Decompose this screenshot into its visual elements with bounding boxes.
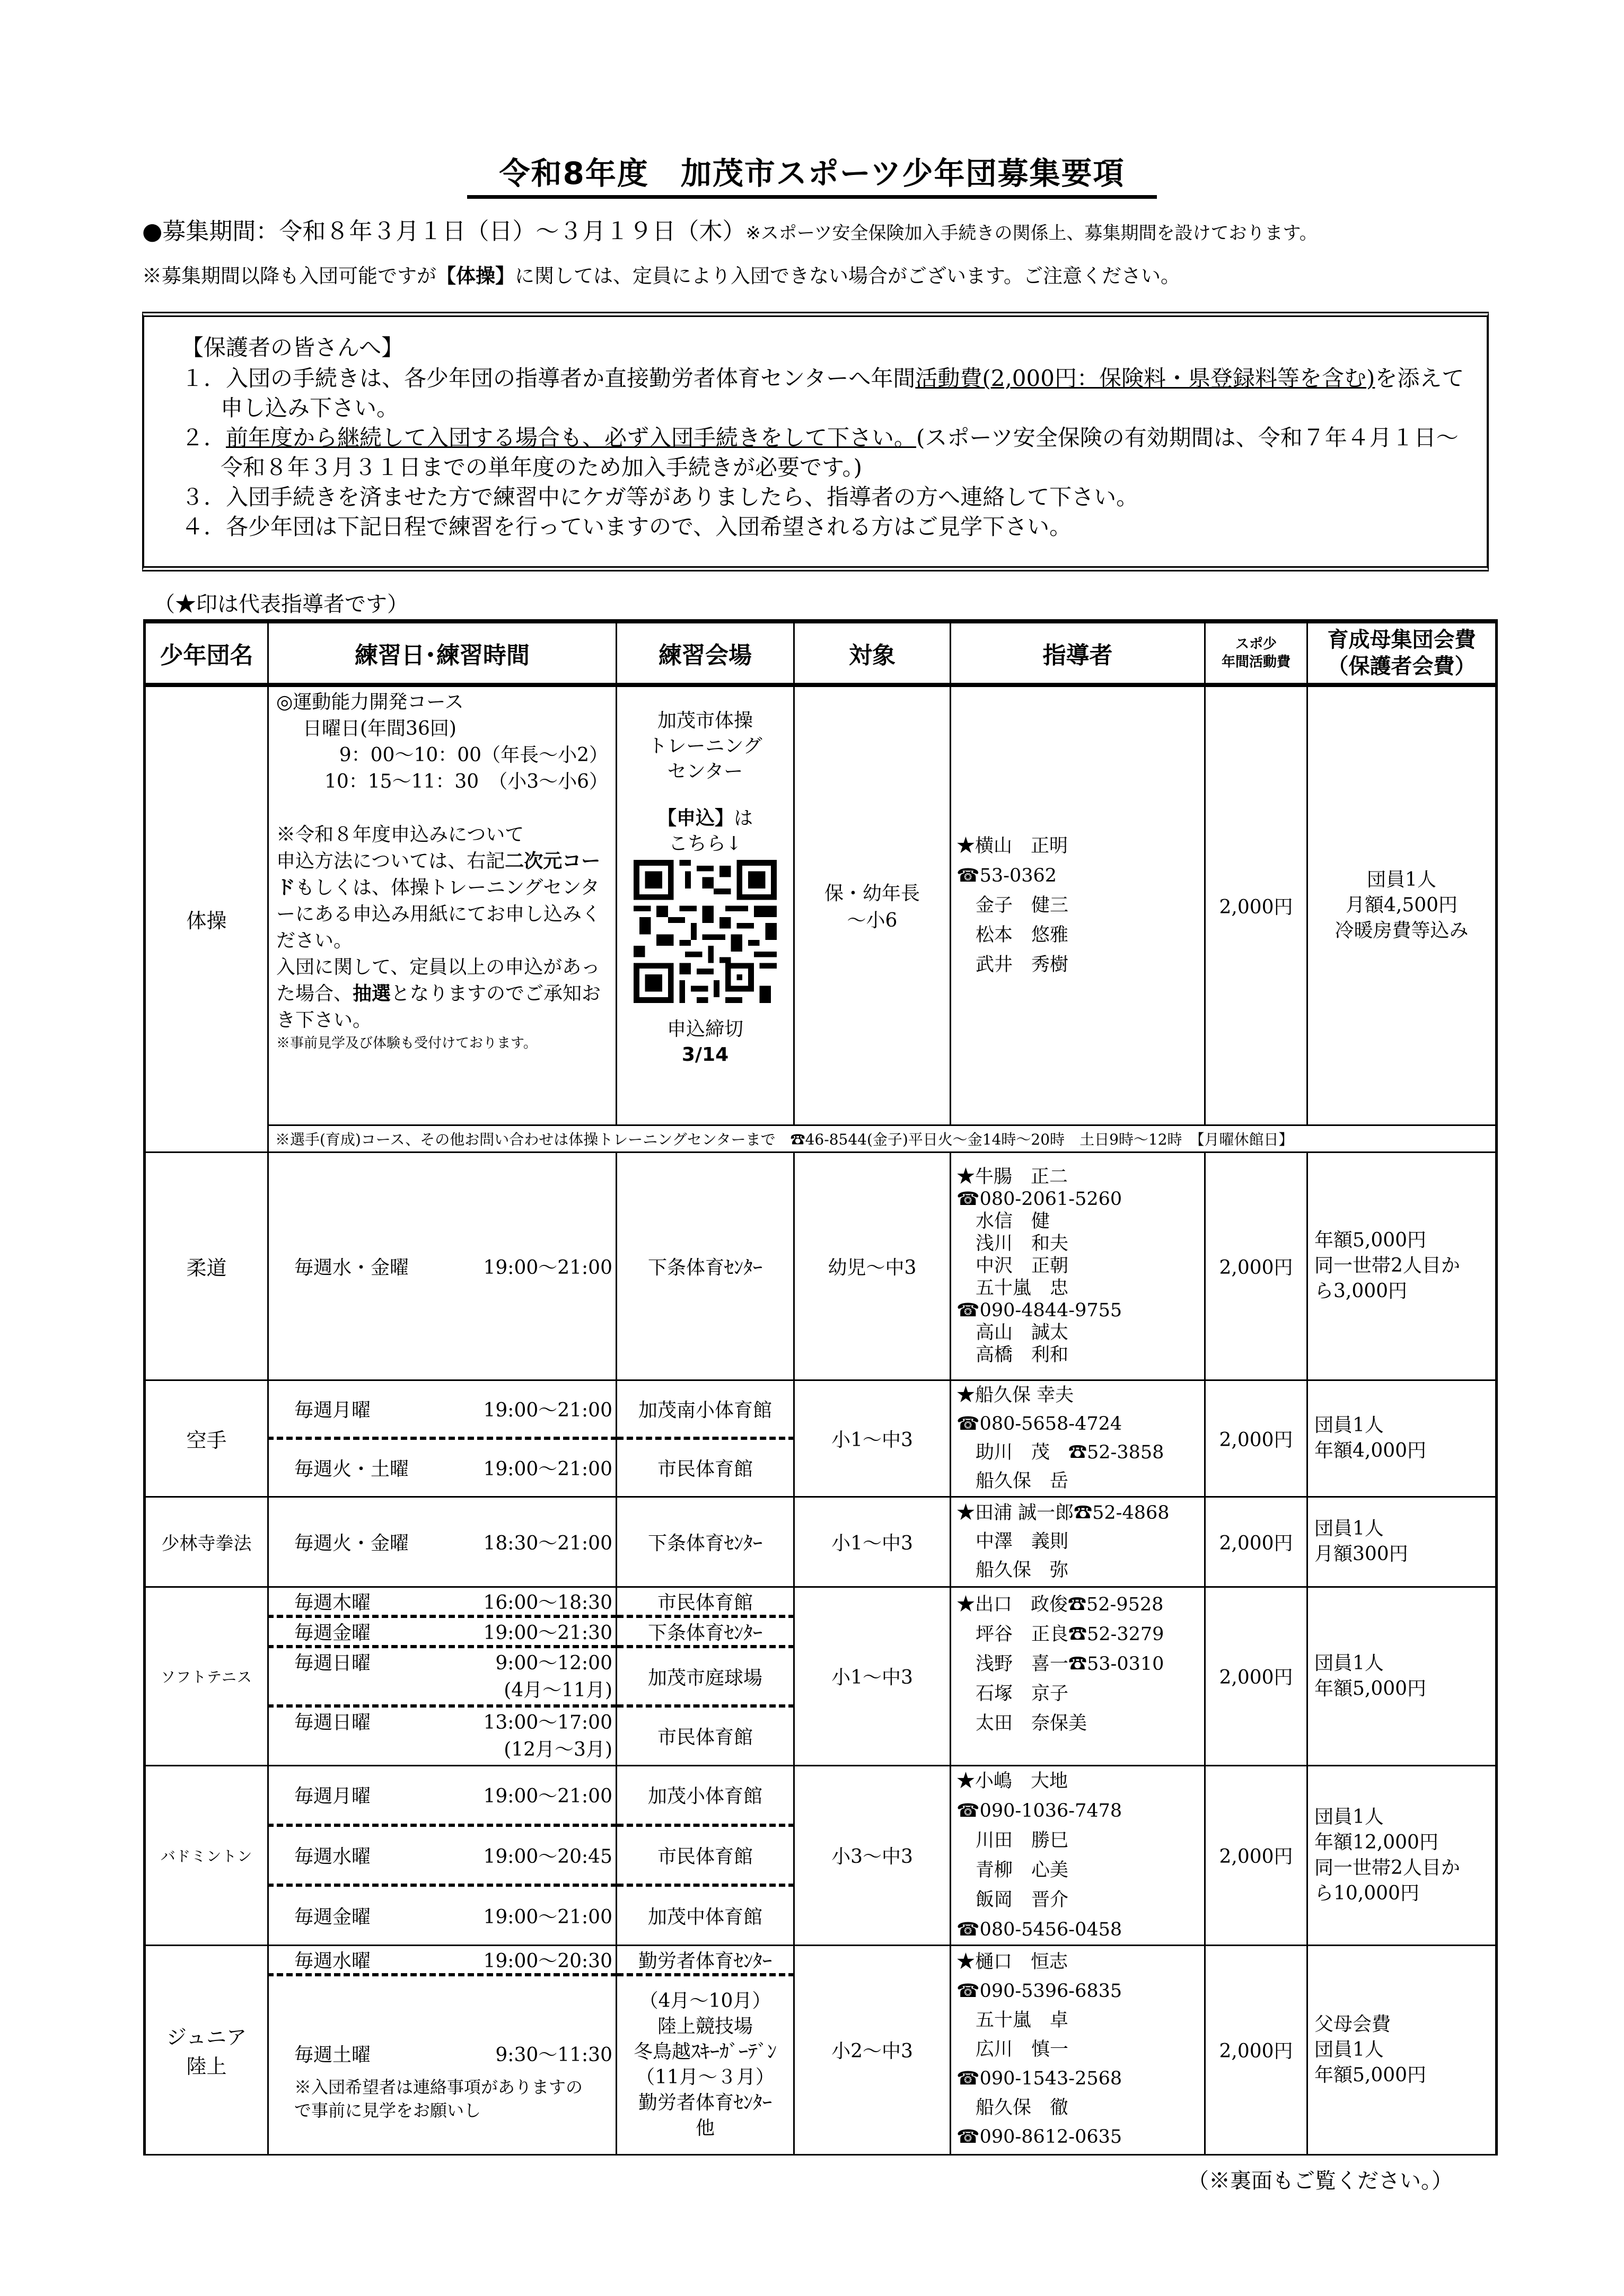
track-visit-note: ※入団希望者は連絡事項がありますので事前に見学をお願いし (294, 2077, 583, 2121)
badminton-venue-1: 加茂小体育館 (617, 1765, 794, 1825)
period-label: 募集期間：令和８年３月１日（日）～３月１９日（木） (162, 218, 746, 245)
coach: 松本 悠雅 (976, 925, 1069, 946)
tennis-target: 小1～中3 (794, 1587, 951, 1765)
tennis-session-2: 毎週金曜 19:00～21:30 (268, 1616, 617, 1647)
lottery-note: 入団に関して、定員以上の申込があった場合、抽選となりますのでご承知おき下さい。 (276, 956, 601, 1031)
notice-item-2 (181, 423, 1465, 482)
track-target: 小2～中3 (794, 1945, 951, 2155)
tennis-session-4: 毎週日曜 13:00～17:00 (12月～3月) (268, 1706, 617, 1765)
badminton-venue-2: 市民体育館 (617, 1825, 794, 1885)
notice-item-1 (181, 364, 1465, 423)
header-venue: 練習会場 (617, 621, 794, 685)
badminton-venue-3: 加茂中体育館 (617, 1885, 794, 1945)
header-target: 対象 (794, 621, 951, 685)
tennis-session-1: 毎週木曜 16:00～18:30 (268, 1587, 617, 1616)
badminton-session-3: 毎週金曜 19:00～21:00 (268, 1885, 617, 1945)
notice-num: １． (181, 365, 226, 391)
bullet-icon: ● (142, 218, 163, 245)
parent-fee: 団員1人 年額4,000円 (1307, 1380, 1497, 1497)
header-activity-fee: スポ少 年間活動費 (1205, 621, 1307, 685)
notice-num: ２． (181, 425, 226, 451)
tennis-session-3: 毎週日曜 9:00～12:00 (4月～11月) (268, 1647, 617, 1706)
coach: 武井 秀樹 (976, 954, 1069, 976)
track-venue-1: 勤労者体育ｾﾝﾀｰ (617, 1945, 794, 1975)
activity-fee: 2,000円 (1205, 1587, 1307, 1765)
see-reverse-note: （※裏面もご覧ください。） (1188, 2169, 1453, 2193)
judo-target: 幼児～中3 (794, 1152, 951, 1380)
notice-item-4 (181, 512, 1465, 542)
course-time-1: 9：00～10：00（年長～小2） (339, 744, 608, 766)
table-row-gymnastics (145, 685, 1497, 1125)
team-name: 空手 (145, 1380, 268, 1497)
activity-fee: 2,000円 (1205, 1152, 1307, 1380)
apply-here: 【申込】は (657, 807, 753, 829)
gym-coaches (951, 685, 1205, 1125)
parent-fee: 団員1人 月額4,500円 冷暖房費等込み (1307, 685, 1497, 1125)
apply-here-arrow: こちら↓ (668, 833, 742, 855)
gym-schedule (268, 685, 617, 1125)
badminton-session-2: 毎週水曜 19:00～20:45 (268, 1825, 617, 1885)
activity-fee: 2,000円 (1205, 1380, 1307, 1497)
document-title: 令和8年度 加茂市スポーツ少年団募集要項 (467, 148, 1156, 199)
notice-num: ３． (181, 484, 226, 510)
notice-text: 入団の手続きは、各少年団の指導者か直接勤労者体育センターへ年間 (226, 365, 916, 391)
period-note: ※スポーツ安全保険加入手続きの関係上、募集期間を設けております。 (745, 223, 1318, 244)
guardian-notice-box (142, 312, 1489, 571)
badminton-session-1: 毎週月曜 19:00～21:00 (268, 1765, 617, 1825)
course-name: ◎運動能力開発コース (276, 691, 464, 713)
table-row-junior-track (145, 1945, 1497, 1975)
parent-fee: 父母会費 団員1人 年額5,000円 (1307, 1945, 1497, 2155)
track-coaches: ★樋口 恒志 ☎090-5396-6835 五十嵐 卓 広川 慎一 ☎090-1543-2568 船久保 徹 ☎090-8612-0635 (951, 1945, 1205, 2155)
team-name: 体操 (145, 685, 268, 1152)
team-name: 少林寺拳法 (145, 1497, 268, 1587)
track-session-1: 毎週水曜 19:00～20:30 (268, 1945, 617, 1975)
coach-phone: ☎53-0362 (956, 865, 1057, 887)
deadline-date: 3/14 (681, 1044, 729, 1066)
document-title-wrap (0, 148, 1624, 199)
shorinji-target: 小1～中3 (794, 1497, 951, 1587)
gym-contact-note: ※選手(育成)コース、その他お問い合わせは体操トレーニングセンターまで ☎46-8544(金子)平日火～金14時～20時 土日9時～12時 【月曜休館日】 (268, 1125, 1497, 1152)
header-parent-fee: 育成母集団会費 （保護者会費） (1307, 621, 1497, 685)
activity-fee: 2,000円 (1205, 1945, 1307, 2155)
judo-schedule: 毎週水・金曜 19:00～21:00 (268, 1152, 617, 1380)
track-session-2: 毎週土曜 9:30～11:30 ※入団希望者は連絡事項がありますので事前に見学をお願いし (268, 1975, 617, 2155)
coach: 金子 健三 (976, 895, 1069, 917)
notice-text: 各少年団は下記日程で練習を行っていますので、入団希望される方はご見学下さい。 (226, 514, 1072, 540)
apply-heading: ※令和８年度申込みについて (276, 824, 524, 846)
parent-fee: 団員1人 年額5,000円 (1307, 1587, 1497, 1765)
notice-text: 入団手続きを済ませた方で練習中にケガ等がありましたら、指導者の方へ連絡して下さい。 (226, 484, 1139, 510)
shorinji-venue: 下条体育ｾﾝﾀｰ (617, 1497, 794, 1587)
table-row-judo (145, 1152, 1497, 1380)
team-name: バドミントン (145, 1765, 268, 1945)
team-name: ジュニア 陸上 (145, 1945, 268, 2155)
table-header-row (145, 621, 1497, 685)
coach-leader: ★横山 正明 (956, 835, 1068, 857)
table-row-badminton (145, 1765, 1497, 1825)
notice-num: ４． (181, 514, 226, 540)
late-note-before: ※募集期間以降も入団可能ですが (142, 265, 436, 287)
late-entry-note (142, 260, 1180, 288)
gym-footer-row (145, 1125, 1497, 1152)
notice-text: (スポーツ安全保険の有効期間は、令和７年４月１日～令和８年３月３１日までの単年度のため加入手続きが必要です。) (221, 425, 1459, 480)
parent-fee: 年額5,000円 同一世帯2人目か ら3,000円 (1307, 1152, 1497, 1380)
team-name: ソフトテニス (145, 1587, 268, 1765)
karate-session-2: 毎週火・土曜 19:00～21:00 (268, 1438, 617, 1497)
parent-fee: 団員1人 年額12,000円 同一世帯2人目か ら10,000円 (1307, 1765, 1497, 1945)
course-days: 日曜日(年間36回) (303, 718, 457, 740)
recruitment-period (142, 212, 1318, 246)
qr-code-icon[interactable] (634, 860, 777, 1003)
deadline-label: 申込締切 (666, 1018, 743, 1040)
tennis-venue-2: 下条体育ｾﾝﾀｰ (617, 1616, 794, 1647)
shorinji-schedule: 毎週火・金曜 18:30～21:00 (268, 1497, 617, 1587)
gym-venue: 加茂市体操 トレーニング センター 【申込】は こちら↓ 申込締切 3/14 (617, 685, 794, 1125)
notice-item-3 (181, 482, 1465, 512)
tennis-venue-3: 加茂市庭球場 (617, 1647, 794, 1706)
notice-underlined: 活動費(2,000円：保険料・県登録料等を含む) (915, 365, 1375, 391)
activity-fee: 2,000円 (1205, 1765, 1307, 1945)
notice-text: を添えて申し込み下さい。 (221, 365, 1464, 421)
table-row-shorinji (145, 1497, 1497, 1587)
team-name: 柔道 (145, 1152, 268, 1380)
karate-venue-1: 加茂南小体育館 (617, 1380, 794, 1438)
judo-venue: 下条体育ｾﾝﾀｰ (617, 1152, 794, 1380)
activity-fee: 2,000円 (1205, 685, 1307, 1125)
notice-underlined: 前年度から継続して入団する場合も、必ず入団手続きをして下さい。 (226, 425, 917, 451)
table-row-karate (145, 1380, 1497, 1438)
gym-target: 保・幼年長 ～小6 (794, 685, 951, 1125)
late-note-bold: 【体操】 (436, 265, 515, 287)
tennis-coaches: ★出口 政俊☎52-9528 坪谷 正良☎52-3279 浅野 喜一☎53-0310 石塚 京子 太田 奈保美 (951, 1587, 1205, 1765)
notice-heading: 【保護者の皆さんへ】 (181, 335, 404, 360)
course-time-2: 10：15～11：30 （小3～小6） (324, 771, 608, 793)
apply-method: 申込方法については、右記二次元コードもしくは、体操トレーニングセンターにある申込み用紙にてお申し込みください。 (276, 850, 601, 952)
visit-note: ※事前見学及び体験も受付けております。 (276, 1035, 537, 1051)
karate-target: 小1～中3 (794, 1380, 951, 1497)
badminton-coaches: ★小嶋 大地 ☎090-1036-7478 川田 勝巳 青柳 心美 飯岡 晋介 ☎080-5456-0458 (951, 1765, 1205, 1945)
badminton-target: 小3～中3 (794, 1765, 951, 1945)
judo-coaches: ★牛腸 正二 ☎080-2061-5260 水信 健 浅川 和夫 中沢 正朝 五十嵐 忠 ☎090-4844-9755 高山 誠太 高橋 利和 (951, 1152, 1205, 1380)
track-venue-2: （4月～10月） 陸上競技場 冬鳥越ｽｷｰｶﾞｰﾃﾞﾝ （11月～３月） 勤労者体育ｾﾝﾀｰ 他 (617, 1975, 794, 2155)
karate-coaches: ★船久保 幸夫 ☎080-5658-4724 助川 茂 ☎52-3858 船久保 岳 (951, 1380, 1205, 1497)
header-team: 少年団名 (145, 621, 268, 685)
parent-fee: 団員1人 月額300円 (1307, 1497, 1497, 1587)
header-schedule: 練習日･練習時間 (268, 621, 617, 685)
karate-session-1: 毎週月曜 19:00～21:00 (268, 1380, 617, 1438)
tennis-venue-4: 市民体育館 (617, 1706, 794, 1765)
table-row-soft-tennis (145, 1587, 1497, 1616)
tennis-venue-1: 市民体育館 (617, 1587, 794, 1616)
activity-fee: 2,000円 (1205, 1497, 1307, 1587)
karate-venue-2: 市民体育館 (617, 1438, 794, 1497)
late-note-after: に関しては、定員により入団できない場合がございます。ご注意ください。 (515, 265, 1181, 287)
star-legend: （★印は代表指導者です） (154, 592, 408, 617)
teams-table (143, 619, 1498, 2156)
header-coach: 指導者 (951, 621, 1205, 685)
shorinji-coaches: ★田浦 誠一郎☎52-4868 中澤 義則 船久保 弥 (951, 1497, 1205, 1587)
